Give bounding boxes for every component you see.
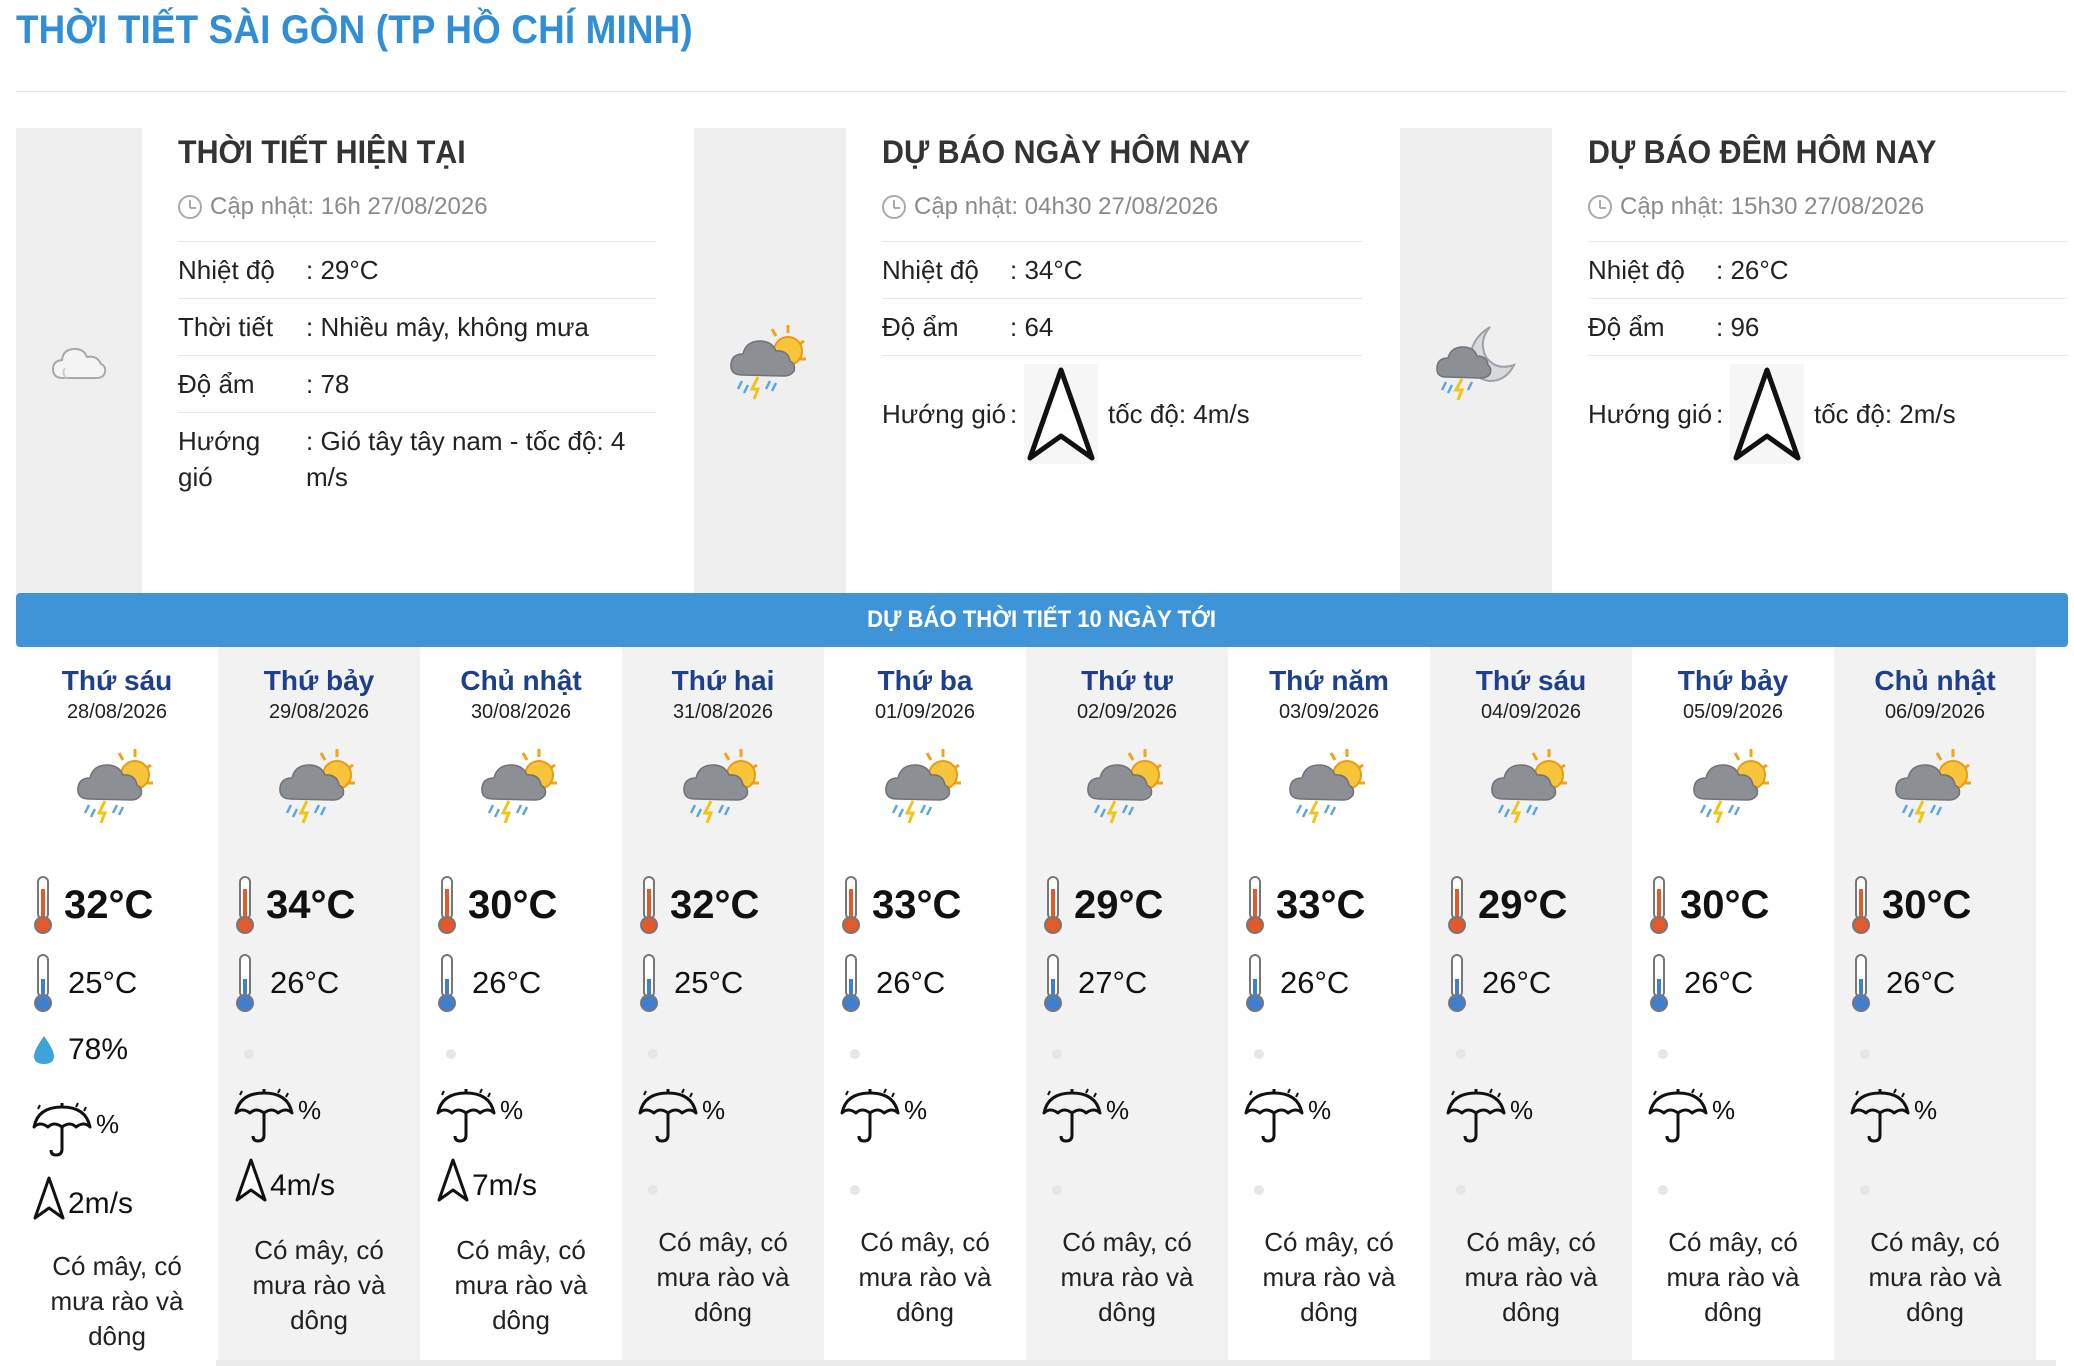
high-temp: [1850, 875, 1971, 935]
humidity-placeholder-dot: [244, 1049, 254, 1059]
thunderstorm-sun-icon: [681, 743, 765, 827]
umbrella-icon: [434, 1087, 498, 1145]
day-date: 02/09/2026: [1076, 701, 1178, 723]
humidity-value: : 78: [306, 369, 350, 399]
thunderstorm-sun-icon: [883, 743, 967, 827]
umbrella-icon: [232, 1087, 296, 1145]
high-temp-value: 34°C: [266, 882, 356, 927]
low-temp-value: 26°C: [1482, 965, 1552, 1000]
tonight-updated: [1588, 193, 2068, 221]
high-temp-value: 29°C: [1478, 882, 1568, 927]
thermometer-hot-icon: [1648, 875, 1670, 935]
tonight-forecast-card: [1400, 128, 2068, 593]
day-name: Thứ hai: [671, 665, 775, 696]
day-date: 30/08/2026: [470, 701, 572, 723]
forecast-day[interactable]: [1632, 647, 1834, 1362]
humidity-value: : 96: [1716, 312, 1760, 342]
thunderstorm-sun-icon: [479, 743, 563, 827]
weather-label: Thời tiết: [178, 312, 274, 342]
wind-colon: :: [1010, 399, 1018, 429]
humidity-label: Độ ẩm: [178, 369, 255, 399]
weather-description: Có mây, có mưa rào và dông: [252, 1235, 386, 1335]
day-date: 28/08/2026: [66, 701, 168, 723]
rain-chance-value: %: [1914, 1095, 1938, 1125]
umbrella-icon: [30, 1101, 94, 1159]
high-temp: [1648, 875, 1769, 935]
day-name: Thứ sáu: [1475, 665, 1587, 696]
clock-icon: [178, 195, 202, 219]
forecast-day[interactable]: [218, 647, 420, 1362]
humidity-value: : 64: [1010, 312, 1054, 342]
day-name: Thứ sáu: [61, 665, 173, 696]
rain-chance-value: %: [96, 1109, 120, 1139]
today-temp-row: [882, 242, 1362, 299]
thermometer-hot-icon: [1850, 875, 1872, 935]
humidity-label: Độ ẩm: [882, 312, 959, 342]
umbrella-icon: [636, 1087, 700, 1145]
temp-value: : 29°C: [306, 255, 379, 285]
humidity-placeholder-dot: [1254, 1049, 1264, 1059]
high-temp: [1244, 875, 1365, 935]
day-date: 31/08/2026: [672, 701, 774, 723]
high-temp: [638, 875, 759, 935]
high-temp-value: 32°C: [64, 882, 154, 927]
day-date: 01/09/2026: [874, 701, 976, 723]
rain-chance-value: %: [1510, 1095, 1534, 1125]
wind-placeholder-dot: [850, 1185, 860, 1195]
wind: [234, 1157, 335, 1203]
low-temp-value: 26°C: [472, 965, 542, 1000]
weather-description: Có mây, có mưa rào và dông: [1666, 1227, 1800, 1327]
current-humidity-row: [178, 356, 656, 413]
wind-placeholder-dot: [648, 1185, 658, 1195]
humidity: [32, 1033, 128, 1067]
day-name: Chủ nhật: [460, 665, 582, 696]
thermometer-hot-icon: [234, 875, 256, 935]
high-temp-value: 32°C: [670, 882, 760, 927]
rain-chance-value: %: [1712, 1095, 1736, 1125]
wind-placeholder-dot: [1456, 1185, 1466, 1195]
low-temp: [840, 953, 945, 1013]
thermometer-cold-icon: [840, 953, 862, 1013]
low-temp: [1648, 953, 1753, 1013]
wind-speed: tốc độ: 2m/s: [1814, 399, 1956, 429]
rain-chance: [1242, 1087, 1331, 1145]
low-temp-value: 26°C: [1684, 965, 1754, 1000]
today-humidity-row: [882, 299, 1362, 356]
day-date: 03/09/2026: [1278, 701, 1380, 723]
thermometer-cold-icon: [1244, 953, 1266, 1013]
ten-day-forecast-list: [16, 647, 2056, 1366]
humidity-placeholder-dot: [446, 1049, 456, 1059]
day-date: 04/09/2026: [1480, 701, 1582, 723]
day-date: 29/08/2026: [268, 701, 370, 723]
thunderstorm-sun-icon: [1691, 743, 1775, 827]
high-temp: [436, 875, 557, 935]
wind-placeholder-dot: [1658, 1185, 1668, 1195]
wind-label: Hướng gió: [882, 399, 1007, 429]
today-wind-row: [882, 356, 1362, 464]
humidity-value: 78%: [68, 1033, 129, 1066]
clock-icon: [1588, 195, 1612, 219]
low-temp-value: 25°C: [68, 965, 138, 1000]
wind-colon: :: [1716, 399, 1724, 429]
wind: [32, 1175, 133, 1221]
today-forecast-card: [694, 128, 1362, 593]
umbrella-icon: [1444, 1087, 1508, 1145]
current-updated: [178, 193, 656, 221]
day-name: Chủ nhật: [1874, 665, 1996, 696]
temp-value: : 26°C: [1716, 255, 1789, 285]
rain-chance: [1646, 1087, 1735, 1145]
thunderstorm-sun-icon: [728, 319, 812, 403]
today-updated-text: Cập nhật: 04h30 27/08/2026: [914, 193, 1219, 220]
low-temp-value: 26°C: [1886, 965, 1956, 1000]
thermometer-cold-icon: [1648, 953, 1670, 1013]
high-temp-value: 33°C: [1276, 882, 1366, 927]
day-name: Thứ ba: [877, 665, 973, 696]
thunderstorm-sun-icon: [1287, 743, 1371, 827]
forecast-day[interactable]: [420, 647, 622, 1362]
temp-label: Nhiệt độ: [178, 255, 275, 285]
day-name: Thứ năm: [1269, 665, 1389, 696]
rain-chance: [1040, 1087, 1129, 1145]
wind-direction-arrow-icon: [1024, 364, 1098, 464]
wind-speed-value: 2m/s: [68, 1187, 134, 1220]
day-date: 05/09/2026: [1682, 701, 1784, 723]
tonight-updated-text: Cập nhật: 15h30 27/08/2026: [1620, 193, 1925, 220]
humidity-placeholder-dot: [1052, 1049, 1062, 1059]
thunderstorm-sun-icon: [75, 743, 159, 827]
wind-placeholder-dot: [1052, 1185, 1062, 1195]
tonight-wind-row: [1588, 356, 2068, 464]
current-wind-row: [178, 413, 656, 495]
wind-speed-value: 7m/s: [472, 1169, 538, 1202]
wind-direction-arrow-icon: [1730, 364, 1804, 464]
thermometer-cold-icon: [436, 953, 458, 1013]
rain-chance-value: %: [702, 1095, 726, 1125]
today-updated: [882, 193, 1362, 221]
today-title: DỰ BÁO NGÀY HÔM NAY: [882, 134, 1251, 170]
bottom-divider: [216, 1360, 2056, 1366]
clock-icon: [882, 195, 906, 219]
low-temp: [32, 953, 137, 1013]
weather-value: : Nhiều mây, không mưa: [306, 312, 589, 342]
weather-description: Có mây, có mưa rào và dông: [858, 1227, 992, 1327]
thunderstorm-sun-icon: [277, 743, 361, 827]
umbrella-icon: [1646, 1087, 1710, 1145]
thermometer-hot-icon: [840, 875, 862, 935]
rain-chance: [232, 1087, 321, 1145]
high-temp: [234, 875, 355, 935]
wind-placeholder-dot: [1860, 1185, 1870, 1195]
wind-direction-arrow-icon: [234, 1157, 268, 1203]
high-temp-value: 29°C: [1074, 882, 1164, 927]
rain-chance: [636, 1087, 725, 1145]
day-date: 06/09/2026: [1884, 701, 1986, 723]
high-temp: [1446, 875, 1567, 935]
tonight-temp-row: [1588, 242, 2068, 299]
high-temp-value: 30°C: [1882, 882, 1972, 927]
high-temp: [32, 875, 153, 935]
cloud-icon: [51, 338, 107, 384]
high-temp-value: 33°C: [872, 882, 962, 927]
current-title: THỜI TIẾT HIỆN TẠI: [178, 134, 466, 170]
low-temp: [1850, 953, 1955, 1013]
weather-description: Có mây, có mưa rào và dông: [1868, 1227, 2002, 1327]
temp-value: : 34°C: [1010, 255, 1083, 285]
temp-label: Nhiệt độ: [882, 255, 979, 285]
rain-chance-value: %: [904, 1095, 928, 1125]
today-icon-column: [694, 128, 846, 593]
tonight-icon-column: [1400, 128, 1552, 593]
rain-chance: [1444, 1087, 1533, 1145]
low-temp: [234, 953, 339, 1013]
day-name: Thứ bảy: [263, 665, 375, 696]
thermometer-hot-icon: [436, 875, 458, 935]
low-temp-value: 25°C: [674, 965, 744, 1000]
weather-description: Có mây, có mưa rào và dông: [656, 1227, 790, 1327]
current-icon-column: [16, 128, 142, 593]
rain-chance-value: %: [1106, 1095, 1130, 1125]
rain-chance: [434, 1087, 523, 1145]
day-name: Thứ tư: [1081, 665, 1173, 696]
high-temp-value: 30°C: [1680, 882, 1770, 927]
water-drop-icon: [32, 1034, 56, 1066]
high-temp-value: 30°C: [468, 882, 558, 927]
low-temp: [1244, 953, 1349, 1013]
thermometer-cold-icon: [1446, 953, 1468, 1013]
forecast-day[interactable]: [1834, 647, 2036, 1362]
tonight-title: DỰ BÁO ĐÊM HÔM NAY: [1588, 134, 1937, 170]
thermometer-hot-icon: [1042, 875, 1064, 935]
humidity-placeholder-dot: [1658, 1049, 1668, 1059]
thermometer-hot-icon: [1244, 875, 1266, 935]
low-temp: [436, 953, 541, 1013]
current-updated-text: Cập nhật: 16h 27/08/2026: [210, 193, 488, 220]
rain-chance: [838, 1087, 927, 1145]
humidity-label: Độ ẩm: [1588, 312, 1665, 342]
low-temp: [638, 953, 743, 1013]
humidity-placeholder-dot: [1860, 1049, 1870, 1059]
wind: [436, 1157, 537, 1203]
thermometer-hot-icon: [638, 875, 660, 935]
thermometer-hot-icon: [1446, 875, 1468, 935]
day-name: Thứ bảy: [1677, 665, 1789, 696]
forecast-day[interactable]: [1228, 647, 1430, 1362]
umbrella-icon: [838, 1087, 902, 1145]
page-title: THỜI TIẾT SÀI GÒN (TP HỒ CHÍ MINH): [16, 8, 693, 52]
current-temp-row: [178, 242, 656, 299]
weather-description: Có mây, có mưa rào và dông: [1262, 1227, 1396, 1327]
humidity-placeholder-dot: [850, 1049, 860, 1059]
humidity-placeholder-dot: [648, 1049, 658, 1059]
rain-chance-value: %: [298, 1095, 322, 1125]
wind-speed-value: 4m/s: [270, 1169, 336, 1202]
thermometer-cold-icon: [32, 953, 54, 1013]
low-temp-value: 27°C: [1078, 965, 1148, 1000]
umbrella-icon: [1040, 1087, 1104, 1145]
thermometer-cold-icon: [1850, 953, 1872, 1013]
tonight-humidity-row: [1588, 299, 2068, 356]
low-temp: [1042, 953, 1147, 1013]
forecast-day[interactable]: [1026, 647, 1228, 1362]
weather-description: Có mây, có mưa rào và dông: [1464, 1227, 1598, 1327]
thunderstorm-sun-icon: [1489, 743, 1573, 827]
low-temp-value: 26°C: [270, 965, 340, 1000]
umbrella-icon: [1848, 1087, 1912, 1145]
thunderstorm-sun-icon: [1893, 743, 1977, 827]
wind-direction-arrow-icon: [32, 1175, 66, 1221]
humidity-placeholder-dot: [1456, 1049, 1466, 1059]
weather-description: Có mây, có mưa rào và dông: [1060, 1227, 1194, 1327]
forecast-day[interactable]: [1430, 647, 1632, 1362]
forecast-day[interactable]: [824, 647, 1026, 1362]
high-temp: [840, 875, 961, 935]
banner-text: DỰ BÁO THỜI TIẾT 10 NGÀY TỚI: [867, 606, 1217, 633]
weather-description: Có mây, có mưa rào và dông: [454, 1235, 588, 1335]
thunderstorm-moon-icon: [1434, 319, 1518, 403]
thermometer-cold-icon: [638, 953, 660, 1013]
title-divider: [16, 91, 2066, 92]
wind-speed: tốc độ: 4m/s: [1108, 399, 1250, 429]
forecast-day[interactable]: [622, 647, 824, 1362]
wind-direction-arrow-icon: [436, 1157, 470, 1203]
rain-chance-value: %: [1308, 1095, 1332, 1125]
rain-chance-value: %: [500, 1095, 524, 1125]
high-temp: [1042, 875, 1163, 935]
wind-placeholder-dot: [1254, 1185, 1264, 1195]
thermometer-cold-icon: [1042, 953, 1064, 1013]
ten-day-forecast-banner: [16, 593, 2068, 647]
wind-label: Hướng gió: [1588, 399, 1713, 429]
weather-description: Có mây, có mưa rào và dông: [50, 1251, 184, 1351]
low-temp-value: 26°C: [876, 965, 946, 1000]
wind-value: : Gió tây tây nam - tốc độ: 4 m/s: [306, 426, 626, 492]
low-temp-value: 26°C: [1280, 965, 1350, 1000]
rain-chance: [30, 1101, 119, 1159]
current-weather-row: [178, 299, 656, 356]
rain-chance: [1848, 1087, 1937, 1145]
thermometer-hot-icon: [32, 875, 54, 935]
wind-label: Hướng gió: [178, 426, 261, 492]
thunderstorm-sun-icon: [1085, 743, 1169, 827]
thermometer-cold-icon: [234, 953, 256, 1013]
temp-label: Nhiệt độ: [1588, 255, 1685, 285]
forecast-day[interactable]: [16, 647, 218, 1362]
current-weather-card: [16, 128, 656, 593]
low-temp: [1446, 953, 1551, 1013]
umbrella-icon: [1242, 1087, 1306, 1145]
